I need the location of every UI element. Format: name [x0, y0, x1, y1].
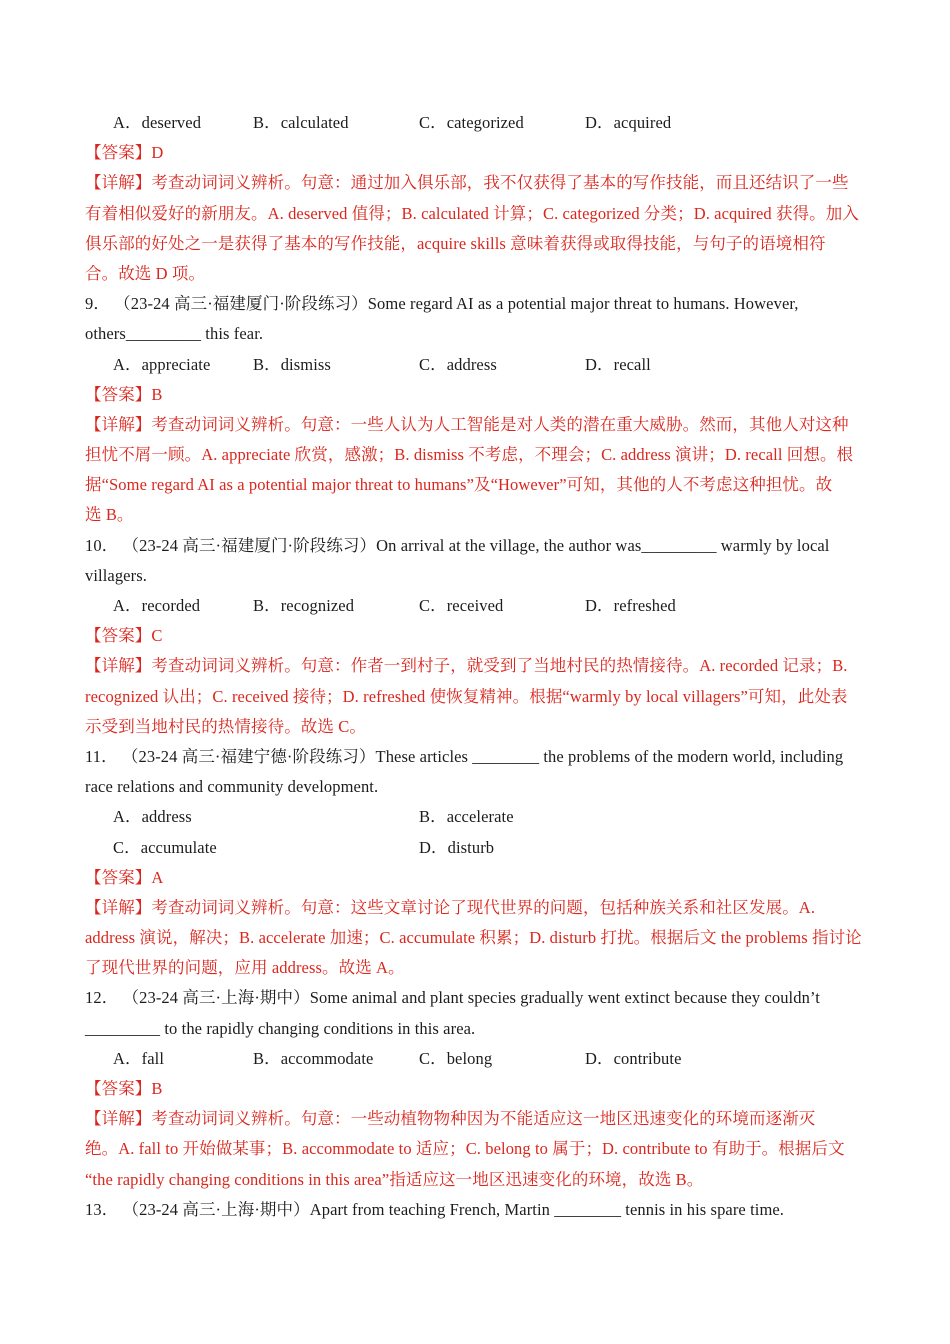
- answer-line: 【答案】C: [85, 626, 163, 646]
- text-line: 示受到当地村民的热情接待。故选 C。: [85, 716, 366, 736]
- text-line: 了现代世界的问题，应用 address。故选 A。: [85, 958, 405, 978]
- text-line: 担忧不屑一顾。A. appreciate 欣赏，感激；B. dismiss 不考虑，不理会；C. address 演讲；D. recall 回想。根: [85, 445, 854, 465]
- option-item: D．refreshed: [585, 596, 676, 615]
- question-line: 13． （23-24 高三·上海·期中）Apart from teaching French, Martin ________ tennis in his spare time.: [85, 1199, 785, 1219]
- text-line: 合。故选 D 项。: [85, 263, 206, 283]
- analysis-line: 【详解】考查动词词义辨析。句意：一些人认为人工智能是对人类的潜在重大威胁。然而，其他人对这种: [85, 414, 849, 434]
- text-line: 据“Some regard AI as a potential major threat to humans”及“However”可知，其他的人不考虑这种担忧。故: [85, 475, 833, 495]
- option-item: A．address: [113, 807, 192, 827]
- text-line: race relations and community development.: [85, 777, 379, 797]
- option-item: A．fall: [113, 1048, 165, 1068]
- answer-line: 【答案】D: [85, 143, 164, 163]
- option-item: D．acquired: [585, 113, 672, 132]
- options-row: [85, 1044, 867, 1074]
- text-line: 绝。A. fall to 开始做某事；B. accommodate to 适应；C. belong to 属于；D. contribute to 有助于。根据后文: [85, 1139, 845, 1159]
- document-body: [85, 108, 867, 1225]
- option-item: A．deserved: [113, 113, 202, 132]
- option-item: A．recorded: [113, 596, 201, 615]
- option-item: D．recall: [585, 354, 651, 374]
- text-line: villagers.: [85, 565, 147, 585]
- answer-line: 【答案】A: [85, 867, 164, 887]
- text-line: 选 B。: [85, 505, 134, 525]
- text-line: address 演说，解决；B. accelerate 加速；C. accumulate 积累；D. disturb 打扰。根据后文 the problems 指讨论: [85, 928, 862, 948]
- option-item: A．appreciate: [113, 354, 211, 374]
- question-line: 12． （23-24 高三·上海·期中）Some animal and plant species gradually went extinct because they couldn’t: [85, 988, 820, 1008]
- text-line: 有着相似爱好的新朋友。A. deserved 值得；B. calculated 计算；C. categorized 分类；D. acquired 获得。加入: [85, 203, 859, 223]
- option-item: B．accelerate: [419, 807, 514, 827]
- options-row: [85, 802, 867, 832]
- answer-line: 【答案】B: [85, 384, 163, 404]
- question-line: 11． （23-24 高三·福建宁德·阶段练习）These articles ________ the problems of the modern world, including: [85, 746, 844, 766]
- text-line: “the rapidly changing conditions in this area”指适应这一地区迅速变化的环境，故选 B。: [85, 1169, 704, 1189]
- text-line: others_________ this fear.: [85, 324, 264, 344]
- options-row: [85, 350, 867, 380]
- option-item: D．contribute: [585, 1048, 682, 1068]
- answer-line: 【答案】B: [85, 1079, 163, 1098]
- option-item: D．disturb: [419, 837, 495, 857]
- question-line: 10． （23-24 高三·福建厦门·阶段练习）On arrival at the village, the author was_________ warmly by local: [85, 535, 830, 555]
- options-row: [85, 108, 867, 138]
- analysis-line: 【详解】考查动词词义辨析。句意：作者一到村子，就受到了当地村民的热情接待。A. recorded 记录；B.: [85, 656, 848, 676]
- option-item: B．calculated: [253, 113, 349, 132]
- text-line: _________ to the rapidly changing conditions in this area.: [85, 1018, 476, 1038]
- question-line: 9． （23-24 高三·福建厦门·阶段练习）Some regard AI as a potential major threat to humans. However,: [85, 294, 799, 314]
- text-line: recognized 认出；C. received 接待；D. refreshed 使恢复精神。根据“warmly by local villagers”可知，此处表: [85, 686, 848, 706]
- option-item: B．dismiss: [253, 354, 331, 374]
- text-line: 俱乐部的好处之一是获得了基本的写作技能，acquire skills 意味着获得或取得技能，与句子的语境相符: [85, 233, 826, 253]
- option-item: B．accommodate: [253, 1048, 374, 1068]
- option-item: C．address: [419, 354, 497, 374]
- analysis-line: 【详解】考查动词词义辨析。句意：这些文章讨论了现代世界的问题，包括种族关系和社区发展。A.: [85, 897, 816, 917]
- option-item: B．recognized: [253, 596, 355, 615]
- option-item: C．belong: [419, 1048, 493, 1068]
- options-row: [85, 833, 867, 863]
- option-item: C．categorized: [419, 113, 524, 132]
- option-item: C．accumulate: [113, 837, 217, 857]
- option-item: C．received: [419, 596, 504, 615]
- analysis-line: 【详解】考查动词词义辨析。句意：通过加入俱乐部，我不仅获得了基本的写作技能，而且还结识了一些: [85, 173, 849, 193]
- options-row: [85, 591, 867, 621]
- analysis-line: 【详解】考查动词词义辨析。句意：一些动植物物种因为不能适应这一地区迅速变化的环境而逐渐灭: [85, 1109, 816, 1129]
